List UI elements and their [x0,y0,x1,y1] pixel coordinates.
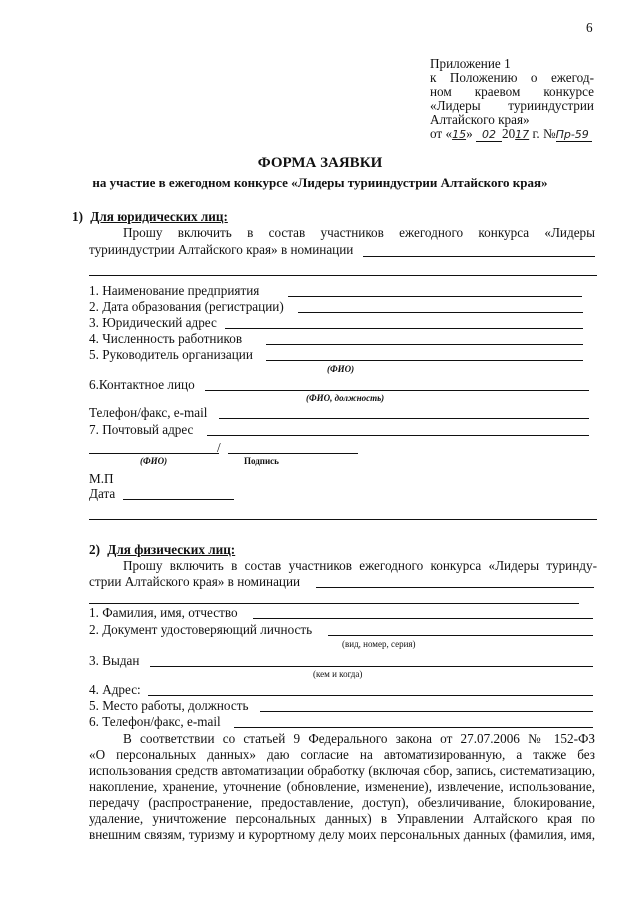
field-id-doc-line[interactable] [328,635,593,636]
field-contact-label: 6.Контактное лицо [89,377,195,392]
stamp-label: М.П [89,471,114,486]
consent-line: накопление, хранение, уточнение (обновление, изменение), извлечение, использование, [89,779,595,794]
appendix-line: ном краевом конкурсе [430,84,594,99]
field-individual-phone-label: 6. Телефон/факс, e-mail [89,714,221,729]
appendix-line: Приложение 1 [430,56,511,71]
field-work-line[interactable] [260,711,593,712]
id-doc-hint: (вид, номер, серия) [342,639,416,649]
individual-intro-line2: стрии Алтайского края» в номинации [89,574,301,589]
section-number: 2) [89,542,100,557]
section-title: Для физических лиц: [107,542,236,557]
sign-hint: Подпись [244,456,279,466]
field-org-name-line[interactable] [288,296,582,297]
date-year-handwritten: 17 [515,128,530,141]
director-hint: (ФИО) [327,364,355,374]
field-legal-address-label: 3. Юридический адрес [89,315,217,330]
field-employees-line[interactable] [266,344,583,345]
field-director-line[interactable] [266,360,583,361]
sign-fio-line[interactable] [89,453,219,454]
date-suffix: г. № [529,126,556,141]
contact-hint: (ФИО, должность) [306,393,385,403]
field-address-label: 4. Адрес: [89,682,141,697]
field-reg-date-line[interactable] [298,312,583,313]
field-individual-phone-line[interactable] [234,727,593,728]
field-id-doc-label: 2. Документ удостоверяющий личность [89,622,313,637]
section-legal-heading [72,209,228,225]
appendix-date [430,126,592,142]
section-divider [89,519,597,520]
field-issued-line[interactable] [150,666,593,667]
field-director-label: 5. Руководитель организации [89,347,253,362]
appendix-line: к Положению о ежегод- [430,70,594,85]
order-number-handwritten: Пр-59 [556,128,592,142]
consent-line: передачу (распространение, предоставление, доступ), обезличивание, блокирование, [89,795,595,810]
legal-intro-line2: турииндустрии Алтайского края» в номинации [89,242,354,257]
date-label: Дата [89,486,116,501]
page-number: 6 [586,20,593,35]
date-mid: » [466,126,476,141]
consent-line: удаление, уничтожение персональных данных) в Управлении Алтайского края по [89,811,595,826]
field-phone-line[interactable] [219,418,589,419]
field-post-address-label: 7. Почтовый адрес [89,422,194,437]
section-number: 1) [72,209,83,224]
consent-line: внешним связям, туризму и курортному делу моих персональных данных (фамилия, имя, [89,827,595,842]
date-year-prefix: 20 [501,126,516,141]
sign-fio-hint: (ФИО) [140,456,168,466]
consent-line: «О персональных данных» даю согласие на автоматизированную, а также без [89,747,595,762]
individual-nomination-line-extra[interactable] [89,603,579,604]
field-work-label: 5. Место работы, должность [89,698,249,713]
nomination-line[interactable] [363,256,595,257]
individual-intro-line1: Прошу включить в состав участников ежегодного конкурса «Лидеры туринду- [123,558,597,573]
legal-intro-line1: Прошу включить в состав участников ежегодного конкурса «Лидеры [123,225,595,240]
field-contact-line[interactable] [205,390,589,391]
field-phone-label: Телефон/факс, e-mail [89,405,208,420]
slash-separator: / [217,440,221,455]
date-line[interactable] [123,499,234,500]
field-fullname-label: 1. Фамилия, имя, отчество [89,605,238,620]
field-address-line[interactable] [148,695,593,696]
sign-line[interactable] [228,453,358,454]
date-day-handwritten: 15 [452,128,467,141]
date-month-handwritten: 02 [476,128,502,142]
field-reg-date-label: 2. Дата образования (регистрации) [89,299,284,314]
field-employees-label: 4. Численность работников [89,331,243,346]
form-subtitle: на участие в ежегодном конкурсе «Лидеры турииндустрии Алтайского края» [92,175,548,190]
section-title: Для юридических лиц: [90,209,228,224]
field-issued-label: 3. Выдан [89,653,140,668]
field-org-name-label: 1. Наименование предприятия [89,283,260,298]
individual-nomination-line[interactable] [316,587,594,588]
form-title: ФОРМА ЗАЯВКИ [257,155,383,171]
section-individual-heading [89,542,235,558]
field-legal-address-line[interactable] [225,328,583,329]
nomination-line-extra[interactable] [89,275,597,276]
appendix-line: Алтайского края» [430,112,530,127]
issued-hint: (кем и когда) [313,669,363,679]
field-post-address-line[interactable] [207,435,589,436]
appendix-line: «Лидеры турииндустрии [430,98,594,113]
consent-line: В соответствии со статьей 9 Федерального закона от 27.07.2006 № 152-ФЗ [123,731,595,746]
consent-line: использования средств автоматизации обработку (включая сбор, запись, систематизацию, [89,763,595,778]
field-fullname-line[interactable] [253,618,593,619]
date-prefix: от « [430,126,453,141]
